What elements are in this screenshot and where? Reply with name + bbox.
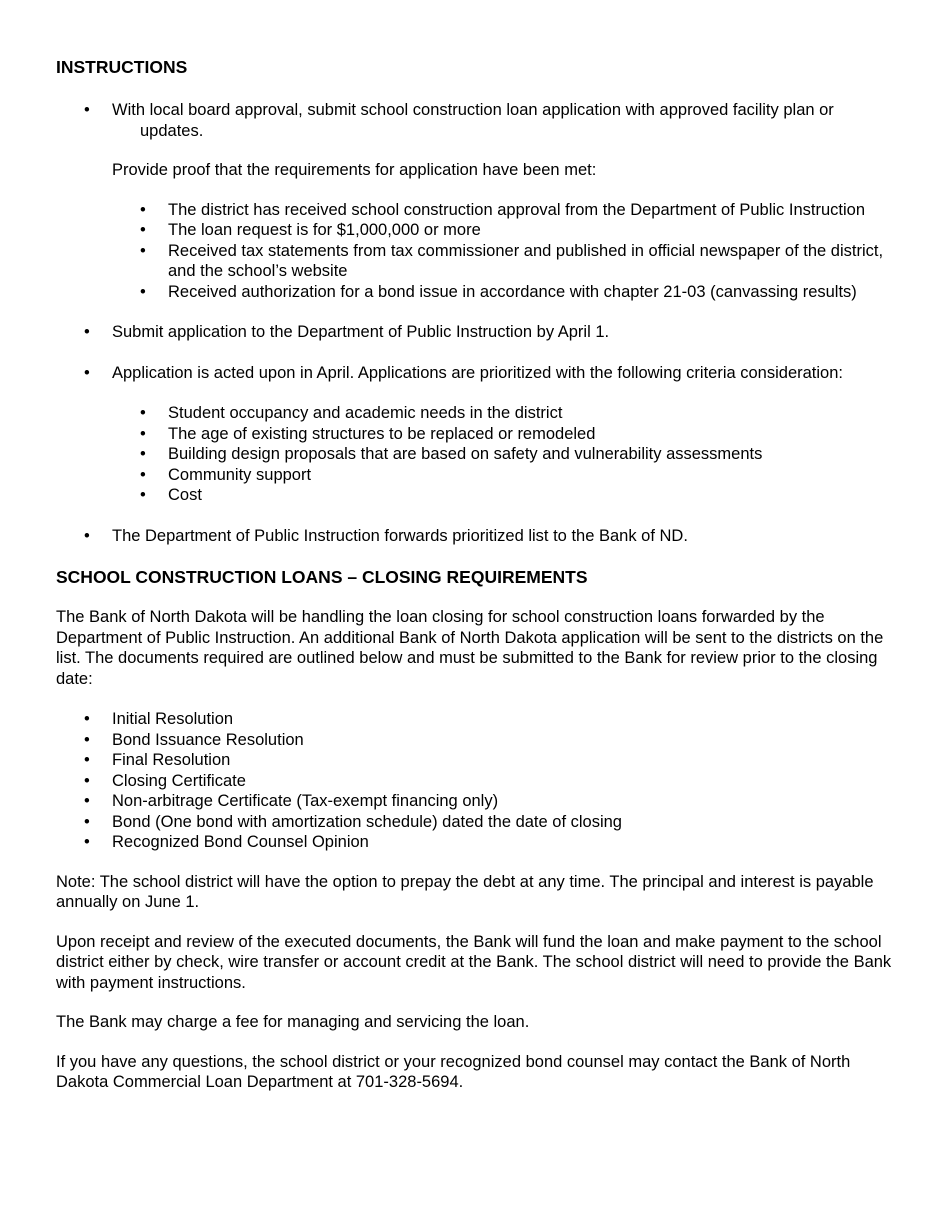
submission-list: [56, 322, 896, 343]
acted-upon-list: [56, 363, 896, 384]
list-item: [56, 363, 896, 384]
closing-documents-list: [56, 709, 896, 853]
closing-heading: SCHOOL CONSTRUCTION LOANS – CLOSING REQUIREMENTS: [56, 567, 588, 587]
document-item: Closing Certificate: [112, 771, 246, 790]
document-page: [56, 56, 896, 1093]
list-item: [56, 709, 896, 730]
list-item: [56, 750, 896, 771]
contact-paragraph: If you have any questions, the school district or your recognized bond counsel may contact the Bank of North Dakota Commercial Loan Department at 701-328-5694.: [56, 1052, 851, 1091]
instructions-heading: INSTRUCTIONS: [56, 57, 188, 77]
list-item: • Community support: [56, 465, 896, 486]
list-item: [56, 832, 896, 853]
list-item: [56, 771, 896, 792]
list-item: • The age of existing structures to be replaced or remodeled: [56, 424, 896, 445]
document-item: Initial Resolution: [112, 710, 234, 728]
list-item: [56, 730, 896, 751]
instruction-acted-upon: Application is acted upon in April. Applications are prioritized with the following criteria consideration:: [112, 363, 843, 382]
list-item: [56, 100, 896, 141]
list-item: [56, 812, 896, 833]
list-item: [56, 526, 896, 547]
forward-list: [56, 526, 896, 547]
list-item: • Student occupancy and academic needs in the district: [56, 403, 896, 424]
proof-requirements-list: [56, 200, 896, 303]
funding-paragraph: Upon receipt and review of the executed documents, the Bank will fund the loan and make payment to the school district either by check, wire transfer or account credit at the Bank. The school district will need to provide the Bank with payment instructions.: [56, 932, 892, 992]
instructions-list: [56, 100, 896, 141]
prepay-note: Note: The school district will have the option to prepay the debt at any time. The principal and interest is payable annually on June 1.: [56, 872, 874, 911]
instruction-submit: Submit application to the Department of Public Instruction by April 1.: [112, 323, 610, 341]
instruction-forward: The Department of Public Instruction forwards prioritized list to the Bank of ND.: [112, 526, 688, 545]
list-item: • The district has received school construction approval from the Department of Public Instruction: [56, 200, 896, 221]
document-item: Final Resolution: [112, 751, 231, 769]
list-item: • Cost: [56, 485, 896, 506]
criteria-list: [56, 403, 896, 506]
fee-paragraph: The Bank may charge a fee for managing and servicing the loan.: [56, 1013, 530, 1031]
instruction-approval: With local board approval, submit school construction loan application with approved facility plan or updates.: [112, 101, 834, 140]
document-item: Recognized Bond Counsel Opinion: [112, 833, 369, 851]
list-item: [56, 322, 896, 343]
document-item: Non-arbitrage Certificate (Tax-exempt financing only): [112, 792, 499, 810]
list-item: • Received tax statements from tax commissioner and published in official newspaper of the district, and the school’s website: [56, 241, 896, 282]
proof-intro: Provide proof that the requirements for application have been met:: [112, 161, 597, 179]
list-item: • Received authorization for a bond issue in accordance with chapter 21-03 (canvassing results): [56, 282, 896, 303]
list-item: • The loan request is for $1,000,000 or more: [56, 220, 896, 241]
document-item: Bond (One bond with amortization schedule) dated the date of closing: [112, 812, 622, 831]
document-item: Bond Issuance Resolution: [112, 730, 304, 749]
closing-intro: The Bank of North Dakota will be handling the loan closing for school construction loans forwarded by the Department of Public Instruction. An additional Bank of North Dakota application will be sent to the districts on the list. The documents required are outlined below and must be submitted to the Bank for review prior to the closing date:: [56, 608, 884, 688]
list-item: [56, 791, 896, 812]
list-item: • Building design proposals that are based on safety and vulnerability assessments: [56, 444, 896, 465]
